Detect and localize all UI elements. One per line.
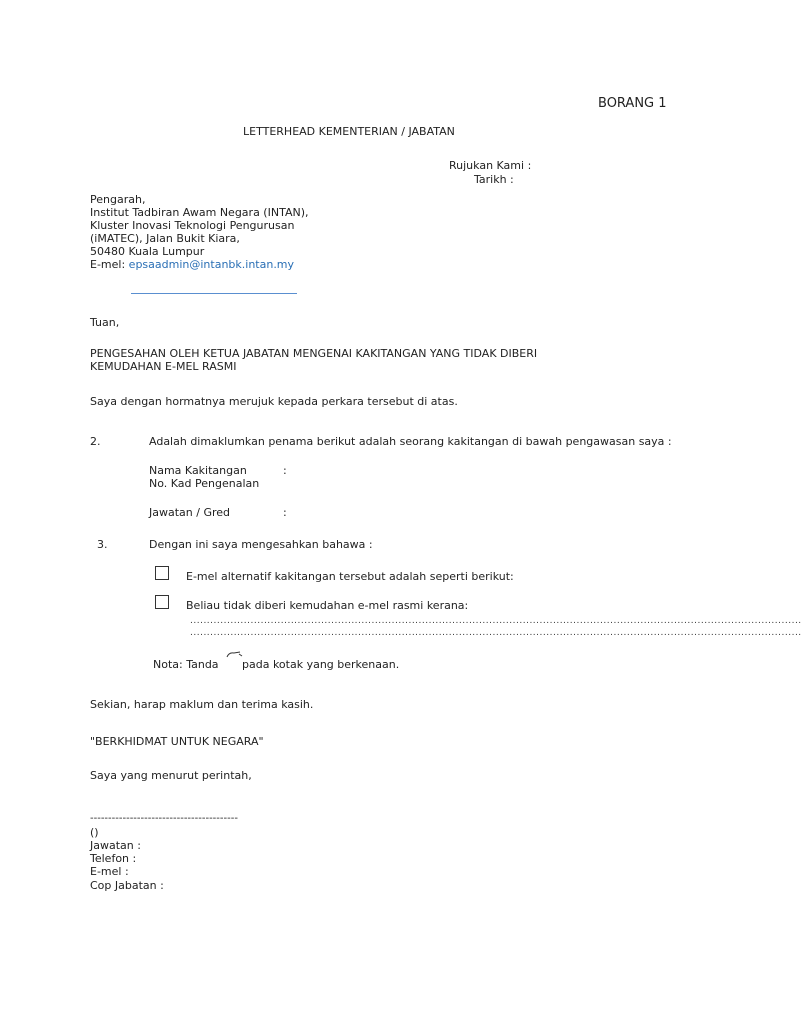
signatory-jawatan: Jawatan :	[90, 839, 141, 852]
address-line: Pengarah,	[90, 193, 146, 206]
separator-line	[131, 293, 297, 294]
ic-label: No. Kad Pengenalan	[149, 477, 260, 490]
paragraph-2-text: Adalah dimaklumkan penama berikut adalah seorang kakitangan di bawah pengawasan saya :	[149, 435, 672, 448]
paragraph-1: Saya dengan hormatnya merujuk kepada perkara tersebut di atas.	[90, 395, 458, 408]
subject-line-1: PENGESAHAN OLEH KETUA JABATAN MENGENAI KAKITANGAN YANG TIDAK DIBERI	[90, 347, 538, 360]
paragraph-3-text: Dengan ini saya mengesahkan bahawa :	[149, 538, 373, 551]
jawatan-gred-colon: :	[283, 506, 287, 519]
salutation: Tuan,	[90, 316, 120, 329]
address-line: Kluster Inovasi Teknologi Pengurusan	[90, 219, 295, 232]
email-link[interactable]: epsaadmin@intanbk.intan.my	[128, 258, 295, 271]
rujukan-label: Rujukan Kami :	[449, 159, 532, 172]
form-id: BORANG 1	[598, 96, 667, 111]
address-line: (iMATEC), Jalan Bukit Kiara,	[90, 232, 240, 245]
tarikh-label: Tarikh :	[474, 173, 514, 186]
paragraph-2-number: 2.	[90, 435, 101, 448]
closing-line: Sekian, harap maklum dan terima kasih.	[90, 698, 314, 711]
signatory-email: E-mel :	[90, 865, 129, 878]
option-1-label: E-mel alternatif kakitangan tersebut adalah seperti berikut:	[186, 570, 514, 583]
option-2-label: Beliau tidak diberi kemudahan e-mel rasmi kerana:	[186, 599, 469, 612]
option-1-checkbox[interactable]	[155, 566, 169, 580]
email-line	[90, 258, 294, 271]
signatory-cop-jabatan: Cop Jabatan :	[90, 879, 164, 892]
signature-line: -----------------------------------------	[90, 813, 238, 824]
address-line: 50480 Kuala Lumpur	[90, 245, 205, 258]
nama-label: Nama Kakitangan	[149, 464, 247, 477]
letterhead: LETTERHEAD KEMENTERIAN / JABATAN	[243, 125, 455, 138]
option-2-checkbox[interactable]	[155, 595, 169, 609]
nama-colon: :	[283, 464, 287, 477]
sign-off: Saya yang menurut perintah,	[90, 769, 252, 782]
subject-line-2: KEMUDAHAN E-MEL RASMI	[90, 360, 237, 373]
dotted-answer-line: ......................................................................................................................................................................................	[190, 616, 802, 626]
dotted-answer-line: ......................................................................................................................................................................................	[190, 628, 802, 638]
signatory-telefon: Telefon :	[90, 852, 137, 865]
signatory-name: ()	[90, 826, 99, 839]
note-prefix: Nota: Tanda	[153, 658, 219, 671]
note-suffix: pada kotak yang berkenaan.	[242, 658, 400, 671]
jawatan-gred-label: Jawatan / Gred	[149, 506, 231, 519]
email-label: E-mel:	[90, 258, 129, 271]
address-line: Institut Tadbiran Awam Negara (INTAN),	[90, 206, 309, 219]
paragraph-3-number: 3.	[97, 538, 108, 551]
motto: "BERKHIDMAT UNTUK NEGARA"	[90, 735, 264, 748]
